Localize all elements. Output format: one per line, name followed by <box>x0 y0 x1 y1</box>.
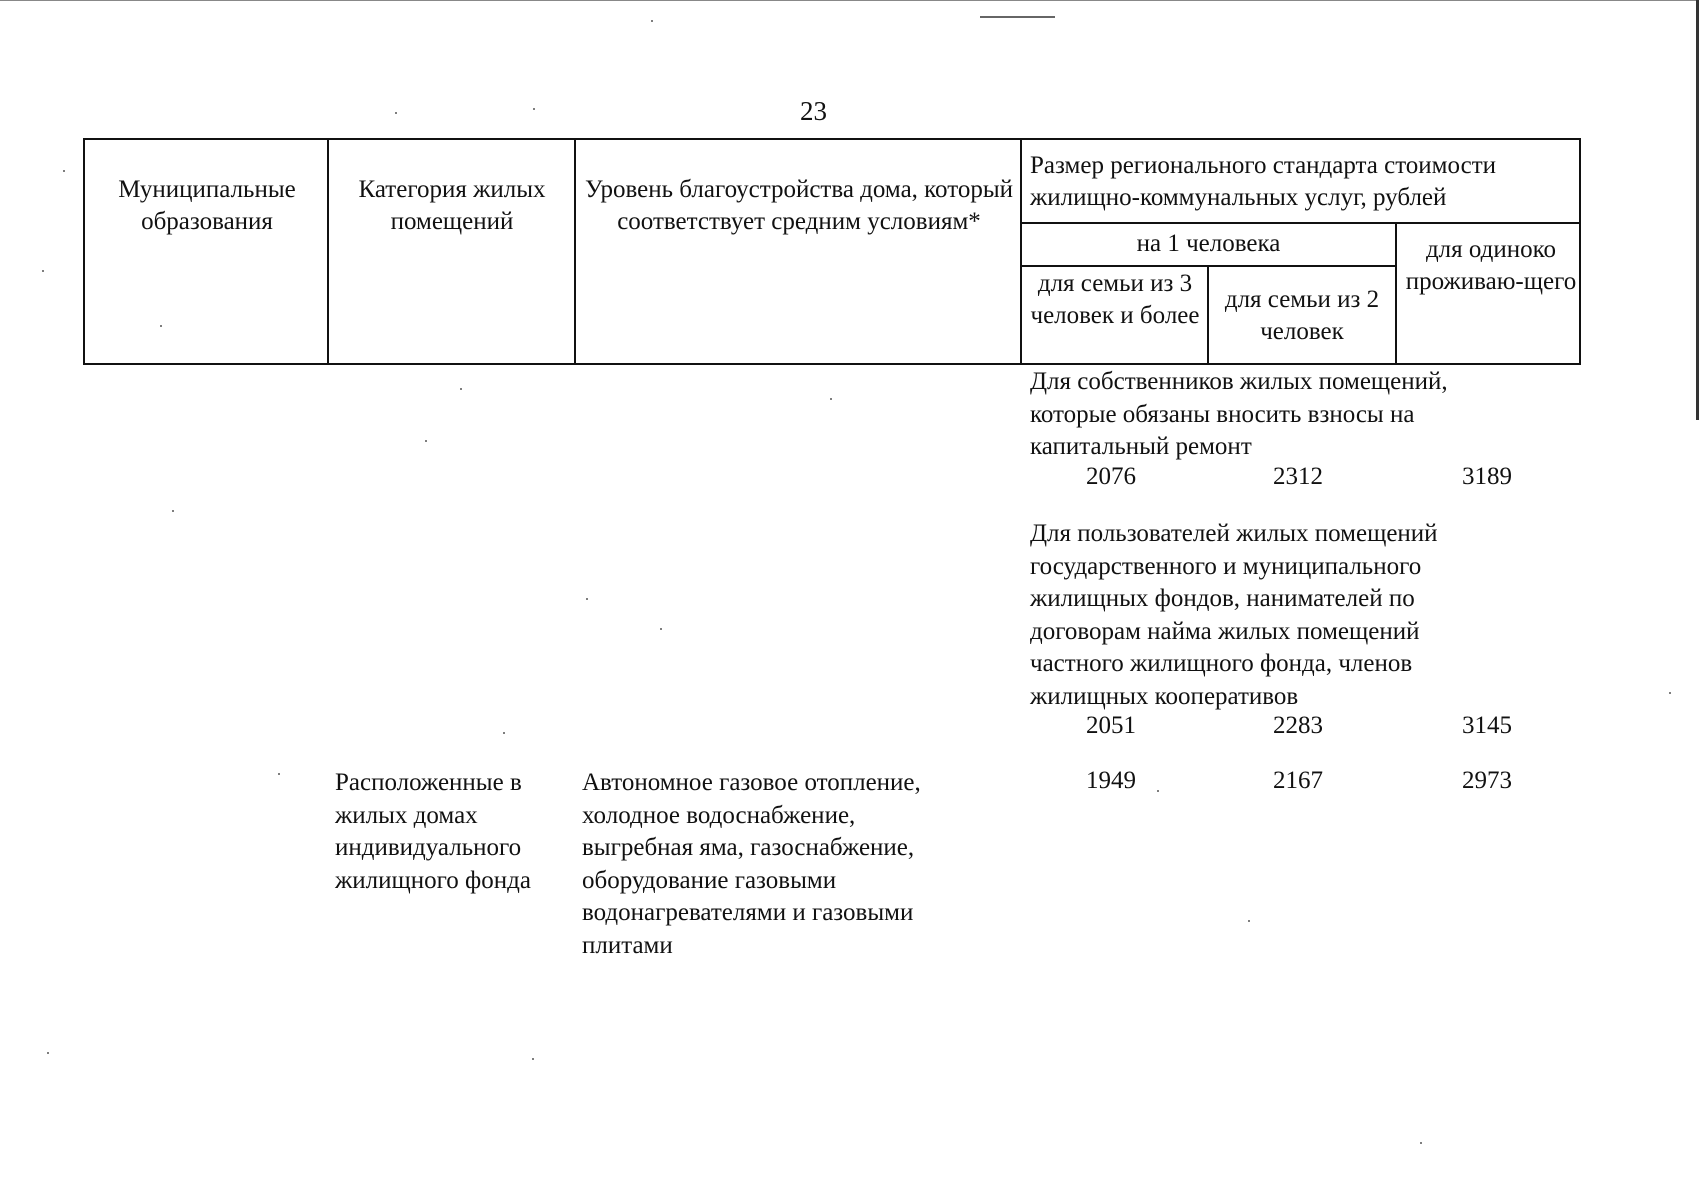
scan-speck <box>395 112 397 114</box>
scan-speck <box>42 270 44 272</box>
owners-value-family2: 2312 <box>1273 463 1323 490</box>
owners-value-single: 3189 <box>1462 463 1512 490</box>
header-divider <box>574 140 576 363</box>
row-level-line: водонагревателями и газовыми <box>582 899 914 926</box>
header-divider <box>1207 265 1209 363</box>
header-family-2: для семьи из 2 человек <box>1224 286 1380 345</box>
header-level-line: Уровень благоустройства дома, который <box>585 176 1013 203</box>
row-level-line: плитами <box>582 931 673 959</box>
header-level-line: соответствует средним условиям* <box>617 208 981 235</box>
scan-speck <box>651 20 653 22</box>
scan-speck <box>63 170 65 172</box>
owners-label-line: Для собственников жилых помещений, <box>1030 368 1448 395</box>
scan-speck <box>425 440 427 442</box>
scan-speck <box>47 1052 49 1054</box>
header-divider <box>1395 222 1397 363</box>
users-label-line: жилищных фондов, нанимателей по <box>1030 585 1415 612</box>
table-header <box>83 138 1581 365</box>
users-label <box>1030 518 1438 713</box>
header-family-3: для семьи из 3 человек и более <box>1030 270 1200 329</box>
users-value-family2: 2283 <box>1273 712 1323 739</box>
row-category-line: жилищного фонда <box>335 866 531 894</box>
owners-label-line: которые обязаны вносить взносы на <box>1030 400 1415 428</box>
row-category-line: жилых домах <box>335 801 478 829</box>
header-level <box>584 174 1014 238</box>
scan-speck <box>660 628 662 630</box>
row-level-line: оборудование газовыми <box>582 866 837 894</box>
scan-speck <box>830 398 832 400</box>
scan-speck <box>503 732 505 734</box>
row-level-line: холодное водоснабжение, <box>582 801 856 829</box>
scan-speck <box>1669 692 1671 694</box>
header-divider <box>327 140 329 363</box>
row-value-family3: 1949 <box>1086 767 1136 794</box>
users-label-line: частного жилищного фонда, членов <box>1030 650 1413 677</box>
row-level-line: выгребная яма, газоснабжение, <box>582 834 915 861</box>
owners-label <box>1030 366 1448 464</box>
header-category: Категория жилых помещений <box>358 176 546 235</box>
users-label-line: договорам найма жилых помещений <box>1030 617 1420 645</box>
users-label-line: Для пользователей жилых помещений <box>1030 520 1438 547</box>
scan-speck <box>460 388 462 390</box>
scan-top-border <box>0 0 1699 1</box>
row-level-line: Автономное газовое отопление, <box>582 769 921 796</box>
header-divider <box>1020 222 1579 224</box>
scan-speck <box>1248 920 1250 922</box>
scan-speck <box>160 325 162 327</box>
header-single: для одиноко проживаю-щего <box>1405 236 1577 295</box>
page-number: 23 <box>800 96 827 126</box>
row-category-line: индивидуального <box>335 834 522 861</box>
scan-speck <box>1157 790 1159 792</box>
scan-speck <box>532 1058 534 1060</box>
owners-label-line: капитальный ремонт <box>1030 433 1252 460</box>
scan-speck <box>533 108 535 110</box>
scan-speck <box>1420 1142 1422 1144</box>
header-per-person: на 1 человека <box>1136 230 1281 257</box>
row-category <box>335 767 531 897</box>
users-label-line: жилищных кооперативов <box>1030 682 1299 710</box>
scan-speck <box>586 598 588 600</box>
scan-speck <box>172 510 174 512</box>
header-municipal: Муниципальные образования <box>118 176 296 235</box>
row-level <box>582 767 921 962</box>
scan-speck <box>278 773 280 775</box>
scan-artifact-line <box>980 16 1055 18</box>
row-value-family2: 2167 <box>1273 767 1323 794</box>
row-category-line: Расположенные в <box>335 769 522 796</box>
row-value-single: 2973 <box>1462 767 1512 794</box>
owners-value-family3: 2076 <box>1086 463 1136 490</box>
users-value-single: 3145 <box>1462 712 1512 739</box>
users-label-line: государственного и муниципального <box>1030 552 1422 580</box>
header-standard-size: Размер регионального стандарта стоимости жилищно-коммунальных услуг, рублей <box>1030 152 1497 211</box>
users-value-family3: 2051 <box>1086 712 1136 739</box>
